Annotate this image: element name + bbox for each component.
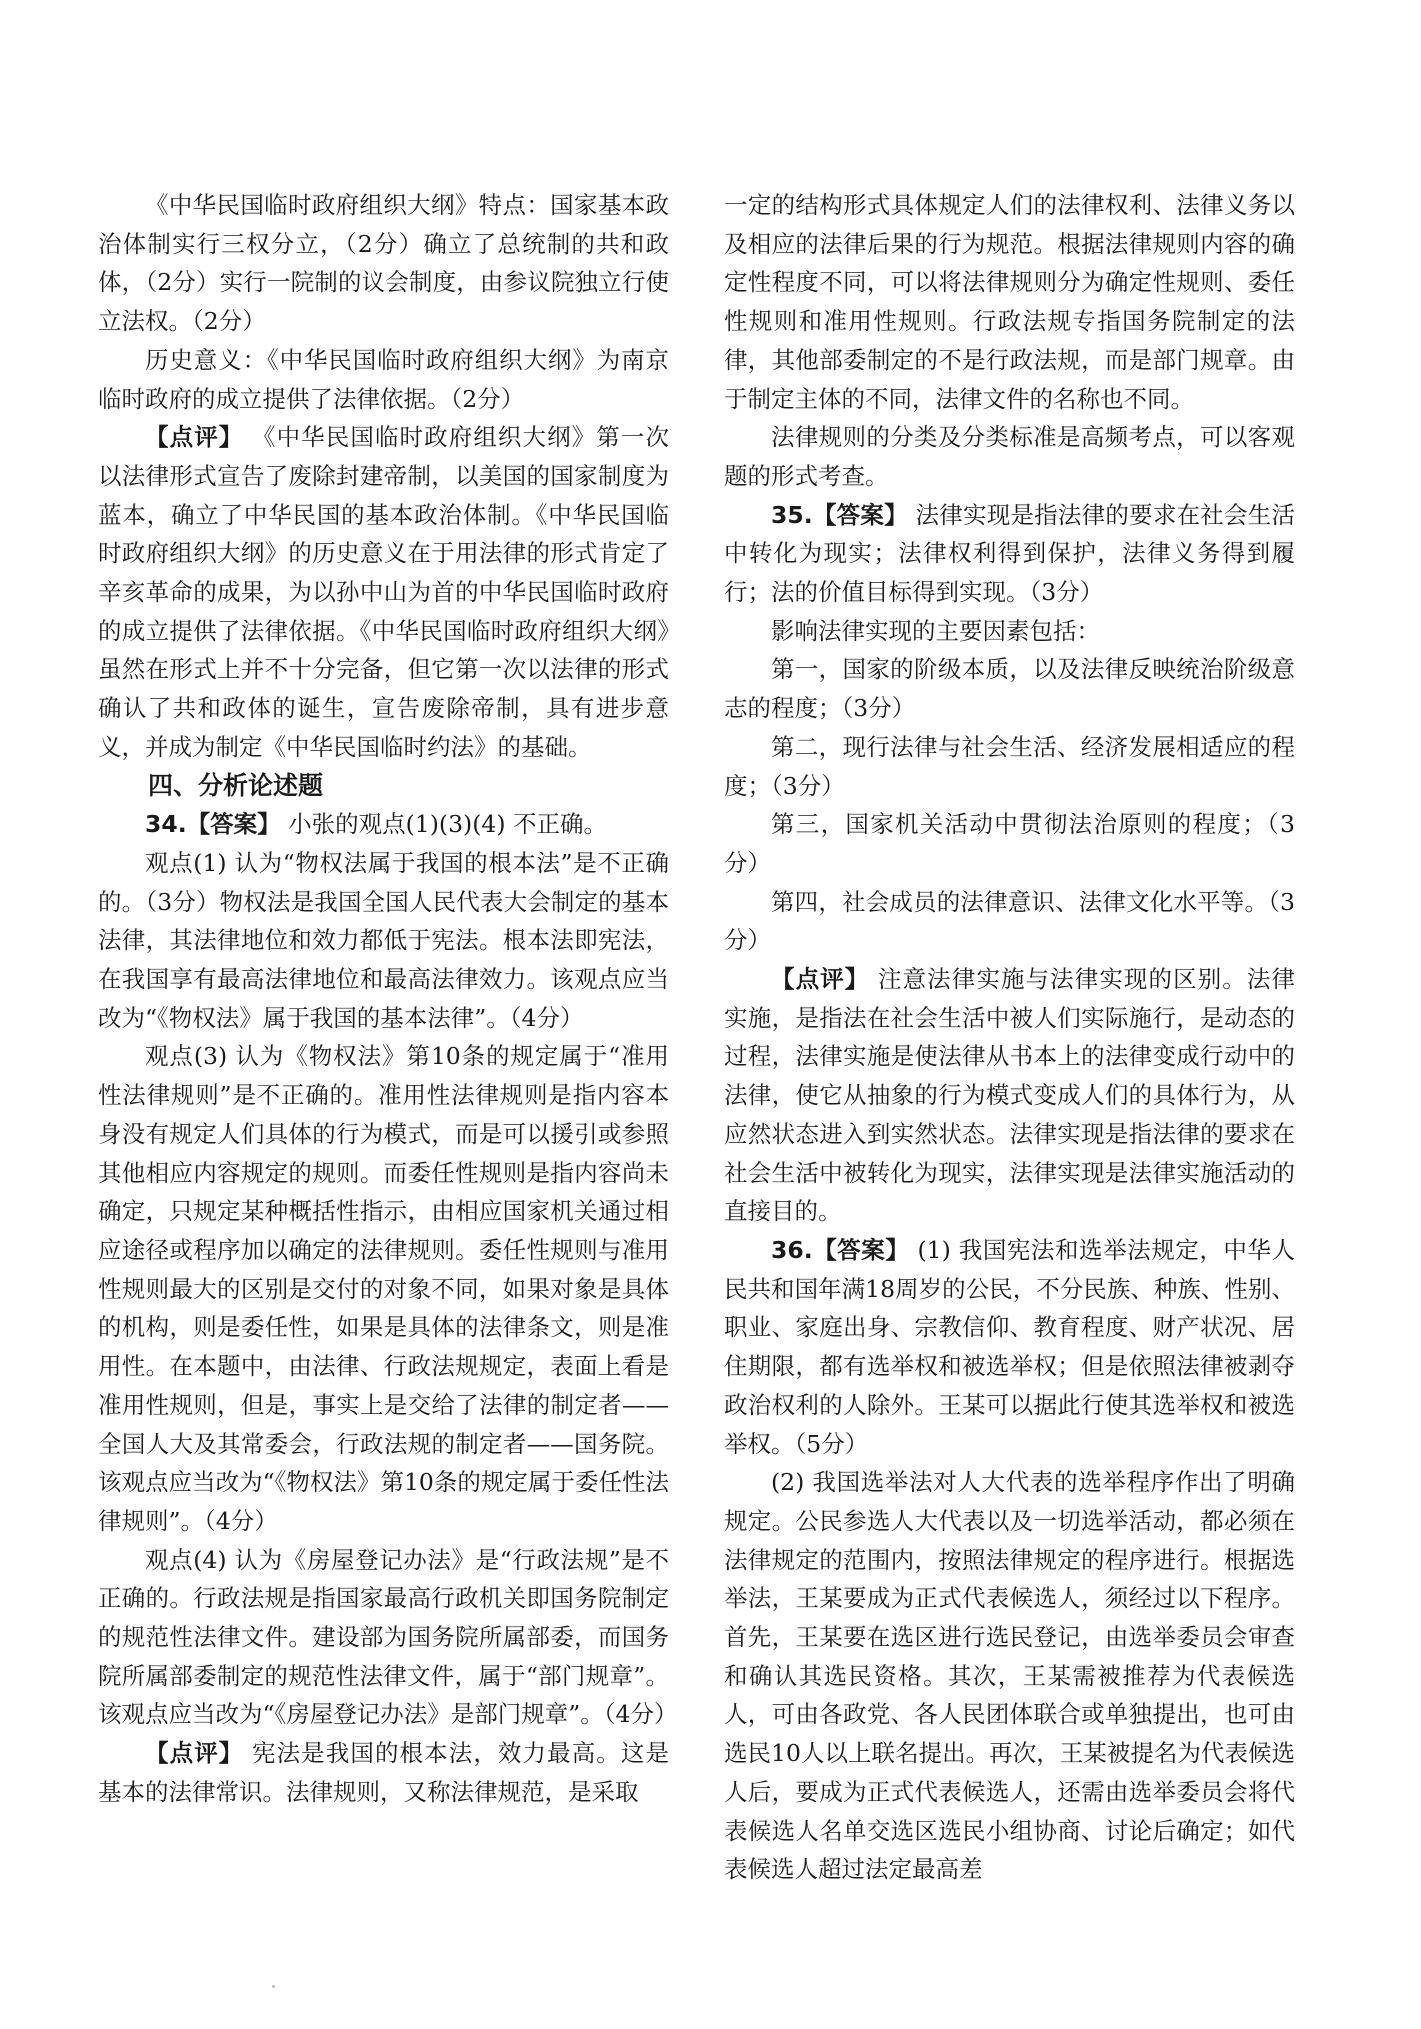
paragraph: 《中华民国临时政府组织大纲》特点：国家基本政治体制实行三权分立，（2分）确立了总统制的共和政体，（2分）实行一院制的议会制度，由参议院独立行使立法权。（2分） [98,191,669,336]
comment-tag: 【点评】 [145,1739,244,1768]
answer-text: (1) 我国宪法和选举法规定，中华人民共和国年满18周岁的公民，不分民族、种族、性别、职业、家庭出身、宗教信仰、教育程度、财产状况、居住期限，都有选举权和被选举权；但是依照法律被剥夺政治权利的人除外。王某可以据此行使其选举权和被选举权。（5分） [724,1235,1295,1458]
paragraph: 历史意义：《中华民国临时政府组织大纲》为南京临时政府的成立提供了法律依据。（2分） [98,345,669,413]
question-number: 35. [771,500,813,529]
answer-text: 小张的观点(1)(3)(4) 不正确。 [288,810,607,839]
paragraph: 一定的结构形式具体规定人们的法律权利、法律义务以及相应的法律后果的行为规范。根据法律规则内容的确定性程度不同，可以将法律规则分为确定性规则、委任性规则和准用性规则。行政法规专指国务院制定的法律，其他部委制定的不是行政法规，而是部门规章。由于制定主体的不同，法律文件的名称也不同。 [724,191,1295,413]
comment-text: 《中华民国临时政府组织大纲》第一次以法律形式宣告了废除封建帝制，以美国的国家制度为蓝本，确立了中华民国的基本政治体制。《中华民国临时政府组织大纲》的历史意义在于用法律的形式肯定了辛亥革命的成果，为以孙中山为首的中华民国临时政府的成立提供了法律依据。《中华民国临时政府组织大纲》虽然在形式上并不十分完备，但它第一次以法律的形式确认了共和政体的诞生，宣告废除帝制，具有进步意义，并成为制定《中华民国临时约法》的基础。 [98,423,670,761]
paragraph: 第三，国家机关活动中贯彻法治原则的程度；（3分） [724,810,1295,877]
paragraph: 观点(3) 认为《物权法》第10条的规定属于“准用性法律规则”是不正确的。准用性法律规则是指内容本身没有规定人们具体的行为模式，而是可以援引或参照其他相应内容规定的规则。而委任性规则是指内容尚未确定，只规定某种概括性指示，由相应国家机关通过相应途径或程序加以确定的法律规则。委任性规则与准用性规则最大的区别是交付的对象不同，如果对象是具体的机构，则是委任性，如果是具体的法律条文，则是准用性。在本题中，由法律、行政法规规定，表面上看是准用性规则，但是，事实上是交给了法律的制定者——全国人大及其常委会，行政法规的制定者——国务院。该观点应当改为“《物权法》第10条的规定属于委任性法律规则”。（4分） [98,1042,669,1535]
comment-tag: 【点评】 [771,965,870,994]
comment-paragraph [98,418,669,766]
paragraph: 观点(1) 认为“物权法属于我国的根本法”是不正确的。（3分）物权法是我国全国人民代表大会制定的基本法律，其法律地位和效力都低于宪法。根本法即宪法，在我国享有最高法律地位和最高法律效力。该观点应当改为“《物权法》属于我国的基本法律”。（4分） [98,848,669,1032]
scan-speck [272,1985,275,1988]
paragraph: 第二，现行法律与社会生活、经济发展相适应的程度；（3分） [724,732,1295,800]
paragraph: 第四，社会成员的法律意识、法律文化水平等。（3分） [724,887,1295,955]
answer-paragraph [98,805,669,844]
paragraph: (2) 我国选举法对人大代表的选举程序作出了明确规定。公民参选人大代表以及一切选举活动，都必须在法律规定的范围内，按照法律规定的程序进行。根据选举法，王某要成为正式代表候选人，须经过以下程序。首先，王某要在选区进行选民登记，由选举委员会审查和确认其选民资格。其次，王某需被推荐为代表候选人，可由各政党、各人民团体联合或单独提出，也可由选民10人以上联名提出。再次，王某被提名为代表候选人后，要成为正式代表候选人，还需由选举委员会将代表候选人名单交选区选民小组协商、讨论后确定；如代表候选人超过法定最高差 [724,1468,1295,1884]
comment-text: 注意法律实施与法律实现的区别。法律实施，是指法在社会生活中被人们实际施行，是动态的过程，法律实施是使法律从书本上的法律变成行动中的法律，使它从抽象的行为模式变成人们的具体行为，从应然状态进入到实然状态。法律实现是指法律的要求在社会生活中被转化为现实，法律实现是法律实施活动的直接目的。 [724,965,1296,1226]
right-column [724,186,1295,1889]
left-column [98,186,678,1812]
question-number: 36. [771,1235,813,1264]
section-heading: 四、分析论述题 [148,770,324,800]
comment-tag: 【点评】 [145,423,244,452]
paragraph: 第一，国家的阶级本质，以及法律反映统治阶级意志的程度；（3分） [724,655,1295,723]
answer-text: 法律实现是指法律的要求在社会生活中转化为现实；法律权利得到保护，法律义务得到履行；法的价值目标得到实现。（3分） [724,500,1295,607]
comment-paragraph [724,960,1295,1231]
paragraph: 法律规则的分类及分类标准是高频考点，可以客观题的形式考查。 [724,423,1295,490]
answer-tag: 【答案】 [186,810,281,839]
paragraph: 影响法律实现的主要因素包括： [771,616,1100,645]
comment-paragraph [98,1734,669,1811]
answer-tag: 【答案】 [812,500,908,529]
comment-text: 宪法是我国的根本法，效力最高。这是基本的法律常识。法律规则，又称法律规范，是采取 [98,1739,670,1806]
answer-tag: 【答案】 [812,1235,910,1264]
answer-paragraph [724,1231,1295,1463]
question-number: 34. [145,810,187,839]
answer-paragraph [724,496,1295,612]
paragraph: 观点(4) 认为《房屋登记办法》是“行政法规”是不正确的。行政法规是指国家最高行政机关即国务院制定的规范性法律文件。建设部为国务院所属部委，而国务院所属部委制定的规范性法律文件，属于“部门规章”。该观点应当改为“《房屋登记办法》是部门规章”。（4分） [98,1545,678,1729]
